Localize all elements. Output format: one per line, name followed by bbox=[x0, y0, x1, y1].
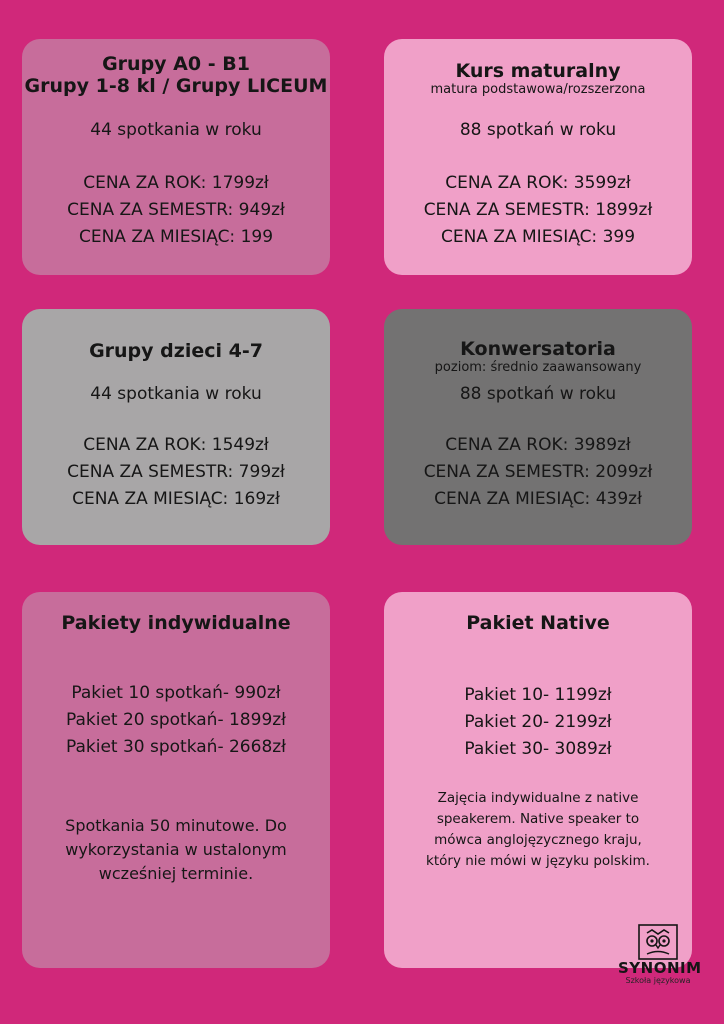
package-30: Pakiet 30 spotkań- 2668zł bbox=[65, 737, 287, 757]
card-subtitle: poziom: średnio zaawansowany bbox=[434, 360, 642, 375]
native-note-line-1: Zajęcia indywidualne z native bbox=[437, 790, 639, 806]
package-10: Pakiet 10- 1199zł bbox=[464, 685, 612, 705]
package-20: Pakiet 20 spotkań- 1899zł bbox=[65, 710, 287, 730]
package-note-line-3: wcześniej terminie. bbox=[98, 864, 254, 883]
price-year: CENA ZA ROK: 3989zł bbox=[445, 435, 631, 455]
card-title: Konwersatoria bbox=[460, 338, 616, 360]
package-10: Pakiet 10 spotkań- 990zł bbox=[71, 683, 281, 703]
synonim-logo bbox=[618, 924, 702, 1000]
pricing-card-groups-a0-b1 bbox=[22, 39, 330, 275]
price-month: CENA ZA MIESIĄC: 399 bbox=[440, 227, 636, 247]
owl-icon bbox=[638, 924, 678, 960]
brand-tagline: Szkoła językowa bbox=[625, 976, 691, 985]
pricing-card-matura-course bbox=[384, 39, 692, 275]
meetings-per-year: 44 spotkania w roku bbox=[90, 384, 262, 404]
meetings-per-year: 44 spotkania w roku bbox=[90, 120, 262, 140]
card-title-line-2: Grupy 1-8 kl / Grupy LICEUM bbox=[24, 75, 328, 97]
price-semester: CENA ZA SEMESTR: 2099zł bbox=[423, 462, 653, 482]
pricing-card-kids-groups bbox=[22, 309, 330, 545]
card-title: Kurs maturalny bbox=[455, 60, 621, 82]
native-note-line-3: mówca anglojęzycznego kraju, bbox=[434, 832, 642, 848]
meetings-per-year: 88 spotkań w roku bbox=[459, 384, 617, 404]
price-semester: CENA ZA SEMESTR: 949zł bbox=[67, 200, 285, 220]
card-title: Grupy dzieci 4-7 bbox=[89, 340, 263, 362]
card-subtitle: matura podstawowa/rozszerzona bbox=[430, 82, 646, 97]
price-semester: CENA ZA SEMESTR: 1899zł bbox=[423, 200, 653, 220]
brand-name: SYNONIM bbox=[618, 959, 702, 977]
meetings-per-year: 88 spotkań w roku bbox=[459, 120, 617, 140]
native-note-line-2: speakerem. Native speaker to bbox=[436, 811, 640, 827]
card-title: Pakiety indywidualne bbox=[61, 612, 291, 634]
pricing-card-conversation bbox=[384, 309, 692, 545]
price-semester: CENA ZA SEMESTR: 799zł bbox=[67, 462, 285, 482]
pricing-card-native-package bbox=[384, 592, 692, 968]
price-month: CENA ZA MIESIĄC: 169zł bbox=[72, 489, 280, 509]
card-title-line-1: Grupy A0 - B1 bbox=[102, 53, 250, 75]
package-note-line-2: wykorzystania w ustalonym bbox=[65, 840, 287, 859]
native-note-line-4: który nie mówi w języku polskim. bbox=[426, 853, 650, 869]
package-30: Pakiet 30- 3089zł bbox=[464, 739, 612, 759]
price-year: CENA ZA ROK: 1549zł bbox=[83, 435, 269, 455]
price-year: CENA ZA ROK: 1799zł bbox=[83, 173, 269, 193]
card-title: Pakiet Native bbox=[466, 612, 610, 634]
package-20: Pakiet 20- 2199zł bbox=[464, 712, 612, 732]
pricing-card-individual-packages bbox=[22, 592, 330, 968]
price-month: CENA ZA MIESIĄC: 199 bbox=[78, 227, 274, 247]
price-month: CENA ZA MIESIĄC: 439zł bbox=[434, 489, 642, 509]
price-year: CENA ZA ROK: 3599zł bbox=[445, 173, 631, 193]
package-note-line-1: Spotkania 50 minutowe. Do bbox=[65, 816, 287, 835]
